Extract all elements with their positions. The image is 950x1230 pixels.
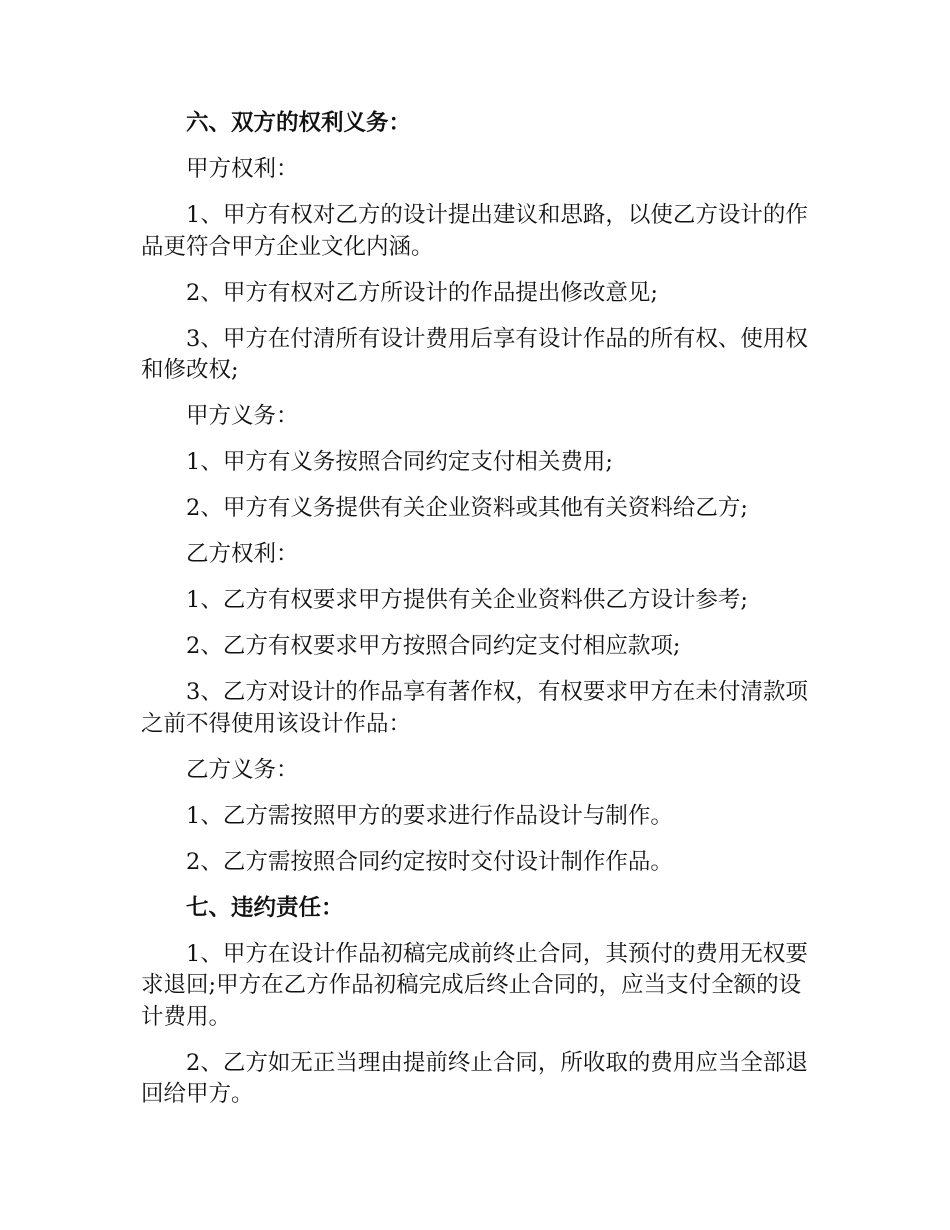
party-a-obligation-1: 1、甲方有义务按照合同约定支付相关费用; <box>186 449 613 475</box>
party-a-right-2: 2、甲方有权对乙方所设计的作品提出修改意见; <box>186 279 658 306</box>
party-b-right-1: 1、乙方有权要求甲方提供有关企业资料供乙方设计参考; <box>186 587 748 613</box>
breach-clause-2: 2、乙方如无正当理由提前终止合同，所收取的费用应当全部退回给甲方。 <box>141 1049 808 1107</box>
section-heading-rights-obligations: 六、双方的权利义务： <box>186 110 412 136</box>
party-b-right-2: 2、乙方有权要求甲方按照合同约定支付相应款项; <box>186 633 681 659</box>
party-b-obligation-2: 2、乙方需按照合同约定按时交付设计制作作品。 <box>186 848 673 875</box>
section-heading-breach-liability: 七、违约责任： <box>186 894 344 921</box>
party-b-obligation-1: 1、乙方需按照甲方的要求进行作品设计与制作。 <box>186 802 673 829</box>
subheading-party-a-obligations: 甲方义务： <box>186 403 299 429</box>
subheading-party-a-rights: 甲方权利： <box>186 156 299 182</box>
party-b-right-3: 3、乙方对设计的作品享有著作权，有权要求甲方在未付清款项之前不得使用该设计作品： <box>141 679 808 737</box>
party-a-right-3: 3、甲方在付清所有设计费用后享有设计作品的所有权、使用权和修改权; <box>141 325 808 383</box>
subheading-party-b-obligations: 乙方义务： <box>186 756 299 783</box>
breach-clause-1: 1、甲方在设计作品初稿完成前终止合同，其预付的费用无权要求退回;甲方在乙方作品初稿完成后终止合同的，应当支付全额的设计费用。 <box>141 940 808 1030</box>
document-body <box>141 108 811 1125</box>
party-a-obligation-2: 2、甲方有义务提供有关企业资料或其他有关资料给乙方; <box>186 495 748 521</box>
subheading-party-b-rights: 乙方权利： <box>186 541 299 567</box>
party-a-right-1: 1、甲方有权对乙方的设计提出建议和思路，以使乙方设计的作品更符合甲方企业文化内涵。 <box>141 202 808 260</box>
